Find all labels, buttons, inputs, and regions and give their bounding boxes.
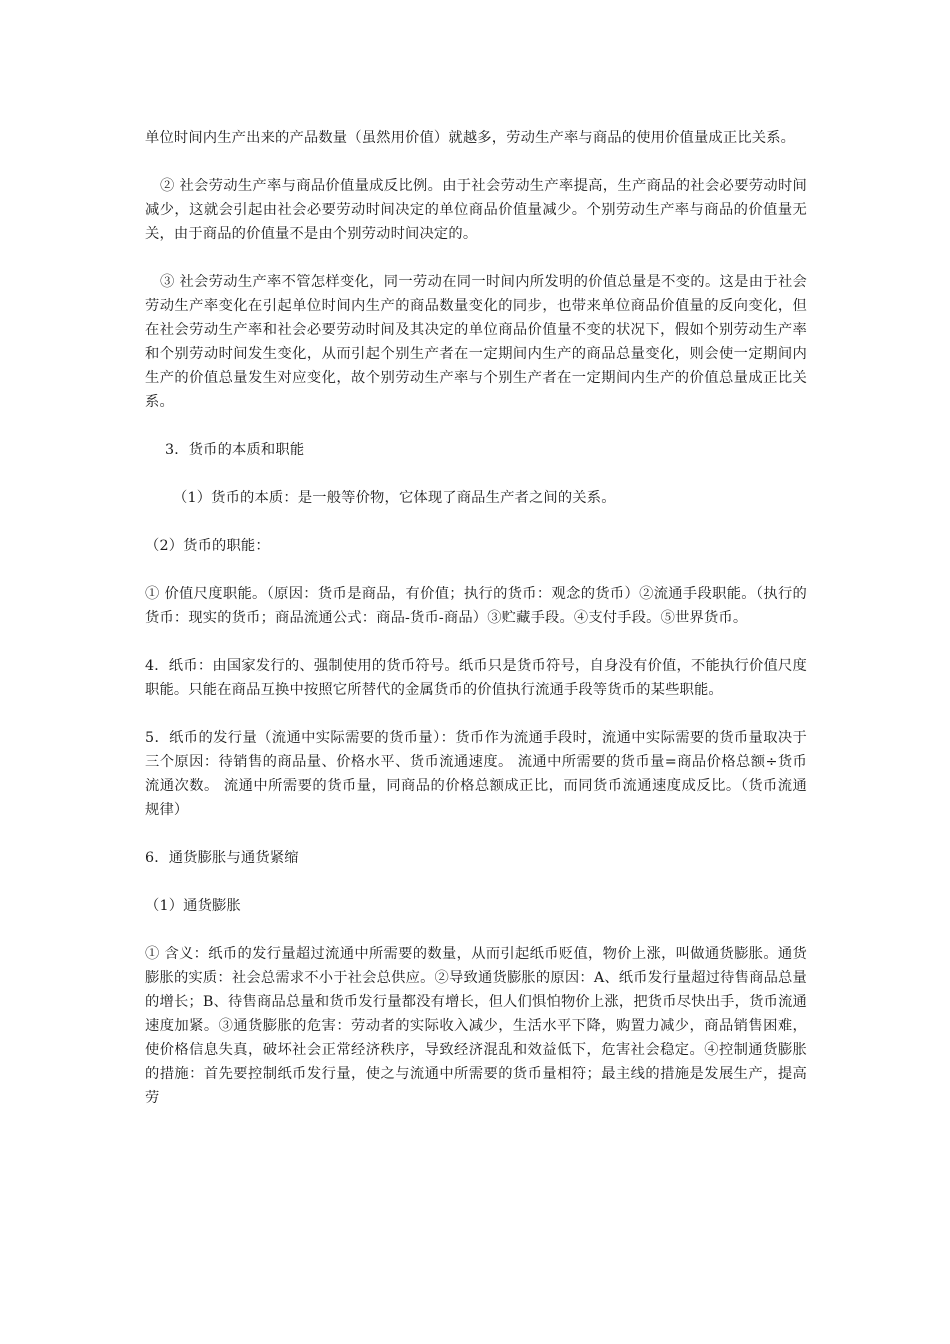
- paragraph-money-functions-heading: （2）货币的职能：: [145, 538, 270, 554]
- paragraph-labor-productivity-use-value: 单位时间内生产出来的产品数量（虽然用价值）就越多，劳动生产率与商品的使用价值量成正比关系。: [145, 130, 796, 146]
- paragraph-paper-money-issuance: 5．纸币的发行量（流通中实际需要的货币量）：货币作为流通手段时，流通中实际需要的货币量取决于三个原因：待销售的商品量、价格水平、货币流通速度。 流通中所需要的货币量=商品价格总额÷货币流通次数。 流通中所需要的货币量，同商品的价格总额成正比，而同货币流通速度成反比。（货币流通规律）: [145, 730, 807, 818]
- paragraph-paper-money: 4．纸币：由国家发行的、强制使用的货币符号。纸币只是货币符号，自身没有价值，不能执行价值尺度职能。只能在商品互换中按照它所替代的金属货币的价值执行流通手段等货币的某些职能。: [145, 658, 807, 698]
- section-heading-6: 6．通货膨胀与通货紧缩: [145, 850, 299, 866]
- paragraph-point-3: ③ 社会劳动生产率不管怎样变化，同一劳动在同一时间内所发明的价值总量是不变的。这是由于社会劳动生产率变化在引起单位时间内生产的商品数量变化的同步，也带来单位商品价值量的反向变化，但在社会劳动生产率和社会必要劳动时间及其决定的单位商品价值量不变的状况下，假如个别劳动生产率和个别劳动时间发生变化，从而引起个别生产者在一定期间内生产的商品总量变化，则会使一定期间内生产的价值总量发生对应变化，故个别劳动生产率与个别生产者在一定期间内生产的价值总量成正比关系。: [145, 274, 807, 410]
- paragraph-money-essence: （1）货币的本质：是一般等价物，它体现了商品生产者之间的关系。: [173, 490, 616, 506]
- section-heading-3: 3．货币的本质和职能: [165, 442, 305, 458]
- document-page: [145, 126, 807, 1110]
- paragraph-money-functions: ① 价值尺度职能。（原因：货币是商品，有价值；执行的货币：观念的货币）②流通手段职能。（执行的货币：现实的货币；商品流通公式：商品-货币-商品）③贮藏手段。④支付手段。⑤世界货币。: [145, 586, 807, 626]
- paragraph-inflation-heading: （1）通货膨胀: [145, 898, 241, 914]
- paragraph-point-2: ② 社会劳动生产率与商品价值量成反比例。由于社会劳动生产率提高，生产商品的社会必要劳动时间减少，这就会引起由社会必要劳动时间决定的单位商品价值量减少。个别劳动生产率与商品的价值量无关，由于商品的价值量不是由个别劳动时间决定的。: [145, 178, 807, 242]
- paragraph-inflation-details: ① 含义：纸币的发行量超过流通中所需要的数量，从而引起纸币贬值，物价上涨，叫做通货膨胀。通货膨胀的实质：社会总需求不小于社会总供应。②导致通货膨胀的原因：A、纸币发行量超过待售商品总量的增长；B、待售商品总量和货币发行量都没有增长，但人们惧怕物价上涨，把货币尽快出手，货币流通速度加紧。③通货膨胀的危害：劳动者的实际收入减少，生活水平下降，购置力减少，商品销售困难，使价格信息失真，破坏社会正常经济秩序，导致经济混乱和效益低下，危害社会稳定。④控制通货膨胀的措施：首先要控制纸币发行量，使之与流通中所需要的货币量相符；最主线的措施是发展生产，提高劳: [145, 946, 807, 1106]
